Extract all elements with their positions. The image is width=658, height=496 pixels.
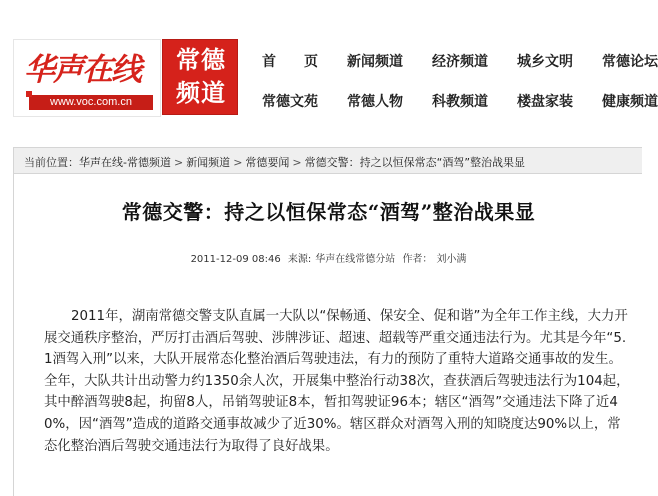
- author-label: 作者：: [402, 254, 433, 265]
- article-meta: [14, 250, 643, 265]
- article-author: 刘小满: [436, 254, 467, 265]
- breadcrumb: [13, 147, 642, 174]
- article-paragraph: 2011年，湖南常德交警支队直属一大队以“保畅通、保安全、促和谐”为全年工作主线，大力开展交通秩序整治，严厉打击酒后驾驶、涉牌涉证、超速、超载等严重交通违法行为。尤其是今年“5.1酒驾入刑”以来，大队开展常态化整治酒后驾驶违法，有力的预防了重特大道路交通事故的发生。全年，大队共计出动警力约1350余人次，开展集中整治行动38次，查获酒后驾驶违法行为104起，其中醉酒驾驶8起，拘留8人，吊销驾驶证8本，暂扣驾驶证96本；辖区“酒驾”交通违法下降了近40%，因“酒驾”造成的道路交通事故减少了近30%。辖区群众对酒驾入刑的知晓度达90%以上，常态化整治酒后驾驶交通违法行为取得了良好战果。: [44, 309, 630, 454]
- channel-label: 常德 频道: [176, 46, 226, 107]
- nav-home[interactable]: 首 页: [262, 54, 318, 70]
- breadcrumb-separator: >: [292, 156, 302, 169]
- logo-text: 华声在线: [24, 52, 140, 88]
- nav-literature[interactable]: 常德文苑: [262, 94, 318, 110]
- breadcrumb-separator: >: [173, 156, 184, 169]
- nav-health[interactable]: 健康频道: [602, 94, 658, 110]
- site-header: [0, 0, 658, 132]
- nav-forum[interactable]: 常德论坛: [602, 54, 658, 70]
- logo-url: www.voc.com.cn: [29, 95, 153, 110]
- article-datetime: 2011-12-09 08:46: [190, 254, 281, 265]
- breadcrumb-trail: [24, 154, 525, 170]
- breadcrumb-link-home[interactable]: 华声在线-常德频道: [79, 156, 171, 169]
- article-title: 常德交警：持之以恒保常态“酒驾”整治战果显: [121, 200, 536, 224]
- source-label: 来源:: [287, 254, 312, 265]
- nav-people[interactable]: 常德人物: [347, 94, 403, 110]
- nav-economy[interactable]: 经济频道: [432, 54, 488, 70]
- article: [13, 174, 642, 496]
- article-source[interactable]: 华声在线常德分站: [315, 254, 396, 265]
- breadcrumb-prefix: 当前位置：: [24, 156, 79, 169]
- breadcrumb-link-local[interactable]: 常德要闻: [245, 156, 290, 169]
- nav-realestate[interactable]: 楼盘家装: [517, 94, 573, 110]
- channel-badge[interactable]: [162, 39, 238, 115]
- breadcrumb-link-news[interactable]: 新闻频道: [186, 156, 231, 169]
- nav-civilization[interactable]: 城乡文明: [517, 54, 573, 70]
- nav-education[interactable]: 科教频道: [432, 94, 488, 110]
- nav-news[interactable]: 新闻频道: [347, 54, 403, 70]
- site-logo[interactable]: [13, 39, 161, 117]
- breadcrumb-current[interactable]: 常德交警：持之以恒保常态“酒驾”整治战果显: [304, 156, 526, 169]
- breadcrumb-separator: >: [233, 156, 243, 169]
